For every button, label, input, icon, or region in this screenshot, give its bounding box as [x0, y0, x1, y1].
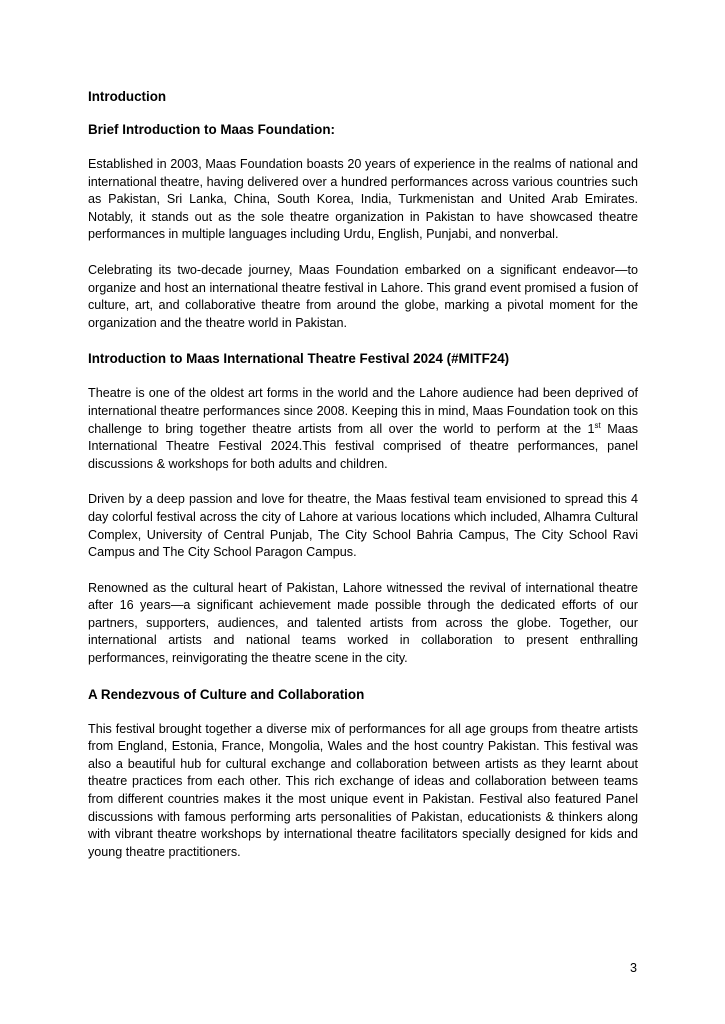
paragraph-theatre-oldest	[88, 385, 638, 473]
ordinal-superscript: st	[594, 420, 601, 430]
paragraph-text-part: Maas International Theatre Festival 2024.This festival comprised of theatre performances, panel discussions & workshops for both adults and children.	[88, 421, 638, 471]
section-heading-maas-foundation: Brief Introduction to Maas Foundation:	[88, 122, 335, 137]
paragraph-established: Established in 2003, Maas Foundation boasts 20 years of experience in the realms of national and international theatre, having delivered over a hundred performances across various countries such as Pakistan, Sri Lanka, China, South Korea, India, Turkmenistan and United Arab Emirates. Notably, it stands out as the sole theatre organization in Pakistan to have showcased theatre performances in multiple languages including Urdu, English, Punjabi, and nonverbal.	[88, 157, 638, 242]
paragraph-renowned: Renowned as the cultural heart of Pakistan, Lahore witnessed the revival of international theatre after 16 years—a significant achievement made possible through the dedicated efforts of our partners, supporters, audiences, and talented artists from across the globe. Together, our international artists and national teams worked in collaboration to present enthralling performances, reinvigorating the theatre scene in the city.	[88, 580, 638, 666]
section-heading-festival: Introduction to Maas International Theatre Festival 2024 (#MITF24)	[88, 351, 510, 367]
paragraph-driven: Driven by a deep passion and love for theatre, the Maas festival team envisioned to spread this 4 day colorful festival across the city of Lahore at various locations which included, Alhamra Cultural Complex, University of Central Punjab, The City School Bahria Campus, The City School Ravi Campus and The City School Paragon Campus.	[88, 492, 638, 560]
paragraph-diverse-mix: This festival brought together a diverse mix of performances for all age groups from theatre artists from England, Estonia, France, Mongolia, Wales and the host country Pakistan. This festival was also a beautiful hub for cultural exchange and collaboration between artists as they learnt about theatre practices from each other. This rich exchange of ideas and collaboration between teams from different countries makes it the most unique event in Pakistan. Festival also featured Panel discussions with famous performing arts personalities of Pakistan, educationists & thinkers along with vibrant theatre workshops by international theatre facilitators specially designed for kids and young theatre practitioners.	[88, 721, 638, 859]
page-number: 3	[629, 961, 637, 975]
paragraph-celebrating: Celebrating its two-decade journey, Maas Foundation embarked on a significant endeavor—to organize and host an international theatre festival in Lahore. This grand event promised a fusion of culture, art, and collaborative theatre from around the globe, marking a pivotal moment for the organization and the theatre world in Pakistan.	[88, 262, 638, 330]
document-page	[88, 88, 638, 875]
paragraph-text-part: Theatre is one of the oldest art forms in the world and the Lahore audience had been deprived of international theatre performances since 2008. Keeping this in mind, Maas Foundation took on this challenge to bring together theatre artists from all over the world to perform at the 1	[88, 386, 638, 436]
document-title: Introduction	[88, 89, 167, 104]
section-heading-rendezvous: A Rendezvous of Culture and Collaboration	[88, 686, 365, 702]
